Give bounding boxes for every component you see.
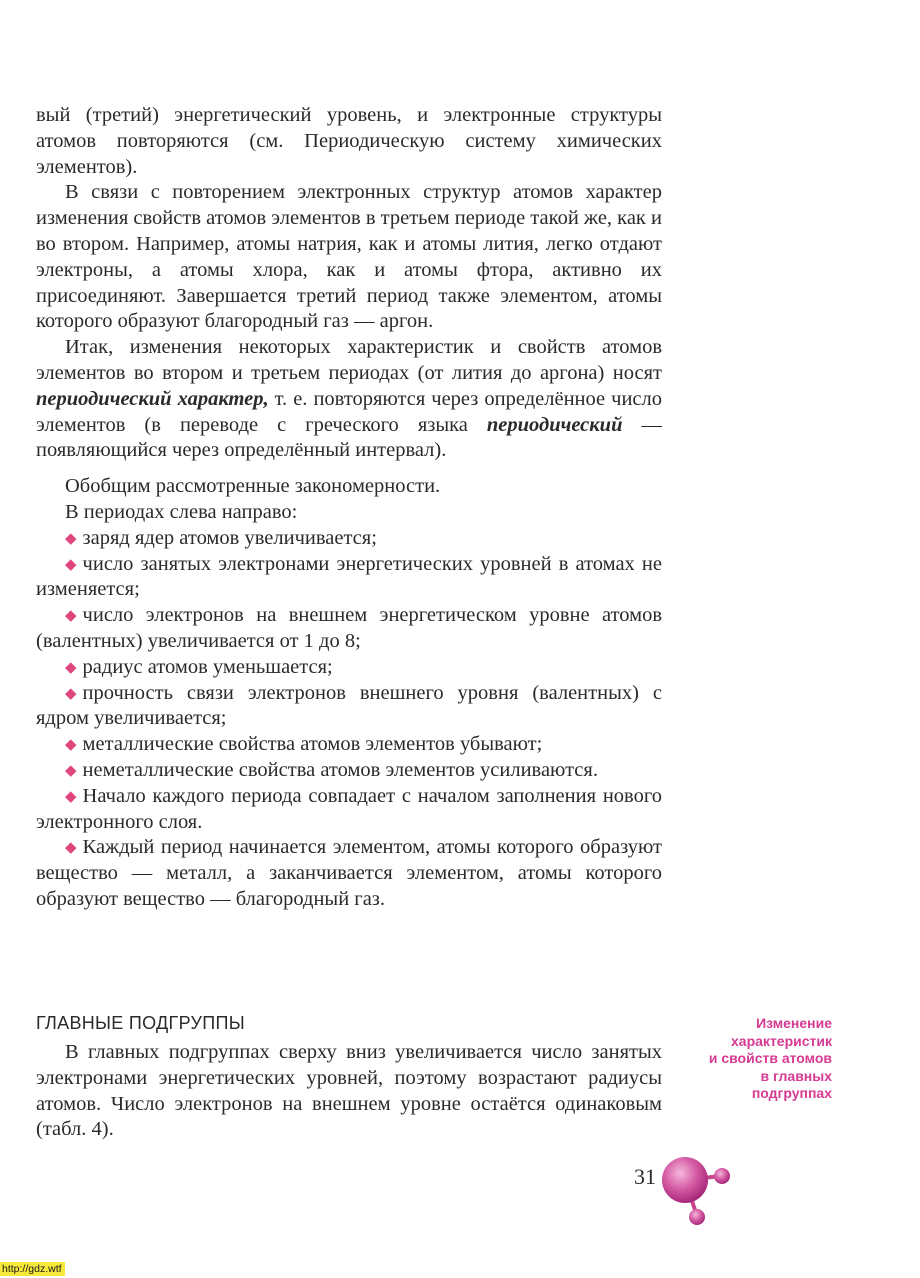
pink-diamond-bullet-icon: ◆ bbox=[65, 683, 77, 702]
margin-note bbox=[680, 1015, 832, 1103]
margin-note-line: характеристик bbox=[731, 1032, 832, 1049]
source-badge: http://gdz.wtf bbox=[0, 1262, 65, 1276]
list-item-text: число электронов на внешнем энергетическом уровне атомов (валентных) увеличивается от 1 до 8; bbox=[36, 604, 662, 652]
list-item bbox=[36, 835, 662, 912]
paragraph-repetition: В связи с повторением электронных структур атомов характер изменения свойств атомов элементов в третьем периоде такой же, как и во втором. Например, атомы натрия, как и атомы лития, легко отдают электроны, а атомы хлора, как и атомы фтора, активно их присоединяют. Завершается третий период также элементом, атомы которого образуют благородный газ — аргон. bbox=[36, 181, 662, 333]
paragraph-text: Итак, изменения некоторых характеристик и свойств атомов элементов во втором и третьем периодах (от лития до аргона) носят bbox=[36, 336, 662, 384]
margin-note-line: Изменение bbox=[756, 1015, 832, 1031]
margin-note-line: подгруппах bbox=[751, 1085, 832, 1101]
list-item bbox=[36, 526, 662, 552]
molecule-icon bbox=[655, 1150, 745, 1232]
list-item bbox=[36, 732, 662, 758]
term-periodic-character: периодический характер, bbox=[36, 387, 269, 410]
pink-diamond-bullet-icon: ◆ bbox=[65, 735, 77, 754]
list-item bbox=[36, 552, 662, 604]
list-item bbox=[36, 603, 662, 655]
pink-diamond-bullet-icon: ◆ bbox=[65, 657, 77, 676]
pink-diamond-bullet-icon: ◆ bbox=[65, 838, 77, 857]
pink-diamond-bullet-icon: ◆ bbox=[65, 606, 77, 625]
paragraph-summary: Обобщим рассмотренные закономерности. bbox=[65, 475, 441, 498]
section-paragraph: В главных подгруппах сверху вниз увеличивается число занятых электронами энергетических уровней, поэтому возрастают радиусы атомов. Число электронов на внешнем уровне остаётся одинаковым (табл. 4). bbox=[36, 1041, 662, 1141]
pink-diamond-bullet-icon: ◆ bbox=[65, 528, 77, 547]
pink-diamond-bullet-icon: ◆ bbox=[65, 554, 77, 573]
list-item-text: заряд ядер атомов увеличивается; bbox=[82, 526, 377, 549]
page-number: 31 bbox=[634, 1164, 656, 1189]
margin-note-line: и свойств атомов bbox=[708, 1050, 832, 1066]
list-item-text: металлические свойства атомов элементов убывают; bbox=[82, 733, 543, 756]
section-body bbox=[36, 1040, 662, 1143]
list-item bbox=[36, 681, 662, 733]
list-item-text: радиус атомов уменьшается; bbox=[82, 655, 333, 678]
paragraph-text: т. е. повторяются через определённое число элементов (в переводе с греческого языка bbox=[36, 387, 662, 436]
list-item-text: неметаллические свойства атомов элементов усиливаются. bbox=[82, 758, 598, 781]
paragraph-text: — появляющийся через определённый интервал). bbox=[36, 413, 662, 462]
main-text-column bbox=[36, 103, 662, 913]
pink-diamond-bullet-icon: ◆ bbox=[65, 760, 77, 779]
section-heading: ГЛАВНЫЕ ПОДГРУППЫ bbox=[36, 1013, 245, 1033]
margin-note-line: в главных bbox=[760, 1067, 832, 1084]
list-item-text: прочность связи электронов внешнего уровня (валентных) с ядром увеличивается; bbox=[36, 681, 662, 730]
pink-diamond-bullet-icon: ◆ bbox=[65, 786, 77, 805]
list-item-text: Начало каждого периода совпадает с началом заполнения нового электронного слоя. bbox=[36, 784, 662, 833]
list-item bbox=[36, 758, 662, 784]
paragraph-left-to-right: В периодах слева направо: bbox=[65, 500, 298, 523]
list-item bbox=[36, 784, 662, 836]
term-periodic: периодический bbox=[486, 413, 623, 436]
list-item-text: число занятых электронами энергетических уровней в атомах не изменяется; bbox=[36, 552, 662, 601]
paragraph-periodic-character bbox=[36, 335, 662, 464]
list-item-text: Каждый период начинается элементом, атомы которого образуют вещество — металл, а заканчивается элементом, атомы которого образуют вещество — благородный газ. bbox=[36, 836, 662, 910]
list-item bbox=[36, 655, 662, 681]
paragraph-continuation: вый (третий) энергетический уровень, и электронные структуры атомов повторяются (см. Периодическую систему химических элементов). bbox=[36, 104, 662, 178]
